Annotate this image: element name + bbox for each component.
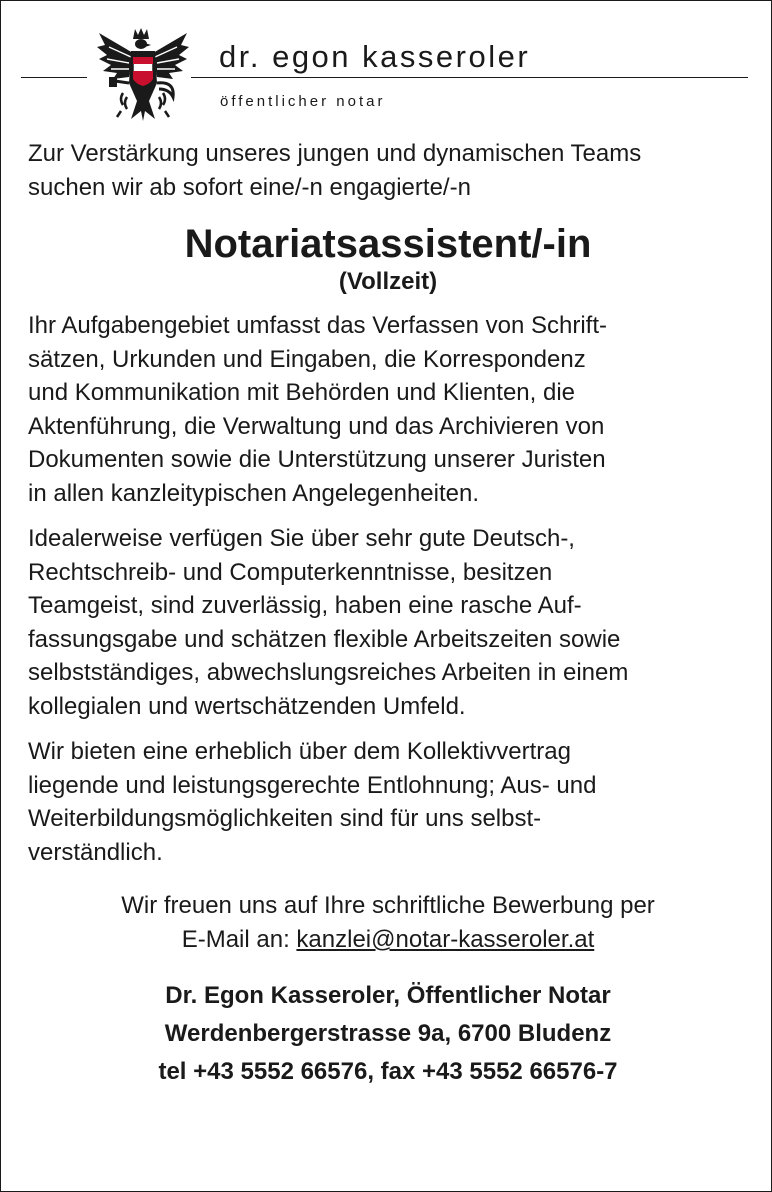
paragraph-requirements [28,522,748,723]
office-street: Werdenbergerstrasse 9a, 6700 Bludenz [164,1020,612,1047]
text-line: Dokumenten sowie die Unterstützung unserer Juristen [28,446,606,473]
intro-text [28,137,748,205]
text-line: in allen kanzleitypischen Angelegenheiten. [28,479,479,507]
intro-line: Zur Verstärkung unseres jungen und dynamischen Teams [28,140,642,167]
intro-line: suchen wir ab sofort eine/-n engagierte/-n [28,174,471,201]
austrian-eagle-icon [95,23,191,123]
application-line: Wir freuen uns auf Ihre schriftliche Bewerbung per [121,892,655,919]
text-line: Ihr Aufgabengebiet umfasst das Verfassen von Schrift- [28,312,607,339]
application-note [28,889,748,957]
email-line [28,923,748,957]
header-rule-right [191,77,748,78]
text-line: Weiterbildungsmöglichkeiten sind für uns selbst- [28,805,542,832]
email-link[interactable]: kanzlei@notar-kasseroler.at [296,926,595,953]
office-name: Dr. Egon Kasseroler, Öffentlicher Notar [165,982,611,1009]
letterhead [1,1,771,131]
text-line: Rechtschreib- und Computerkenntnisse, besitzen [28,558,553,586]
text-line: kollegialen und wertschätzenden Umfeld. [28,692,466,720]
firm-subtitle: öffentlicher notar [220,93,386,110]
header-rule-left [21,77,87,78]
text-line: Idealerweise verfügen Sie über sehr gute Deutsch-, [28,525,575,552]
paragraph-duties [28,309,748,510]
text-line: Wir bieten eine erheblich über dem Kollektivvertrag [28,738,571,765]
text-line: fassungsgabe und schätzen flexible Arbeitszeiten sowie [28,625,621,653]
text-line: verständlich. [28,838,163,866]
text-line: Aktenführung, die Verwaltung und das Archivieren von [28,412,605,440]
text-line: und Kommunikation mit Behörden und Klienten, die [28,379,576,406]
firm-name: dr. egon kasseroler [219,39,531,74]
job-title: Notariatsassistent/-in [184,222,592,266]
paragraph-offer [28,735,748,869]
text-line: selbstständiges, abwechslungsreiches Arbeiten in einem [28,659,629,686]
text-line: liegende und leistungsgerechte Entlohnung; Aus- und [28,771,597,799]
job-type: (Vollzeit) [338,268,438,295]
ad-body [28,137,748,1091]
text-line: Teamgeist, sind zuverlässig, haben eine rasche Auf- [28,592,582,619]
text-line: sätzen, Urkunden und Eingaben, die Korrespondenz [28,345,586,373]
email-prefix: E-Mail an: [181,926,297,953]
office-address [28,977,748,1091]
office-phone: tel +43 5552 66576, fax +43 5552 66576-7 [158,1058,618,1085]
